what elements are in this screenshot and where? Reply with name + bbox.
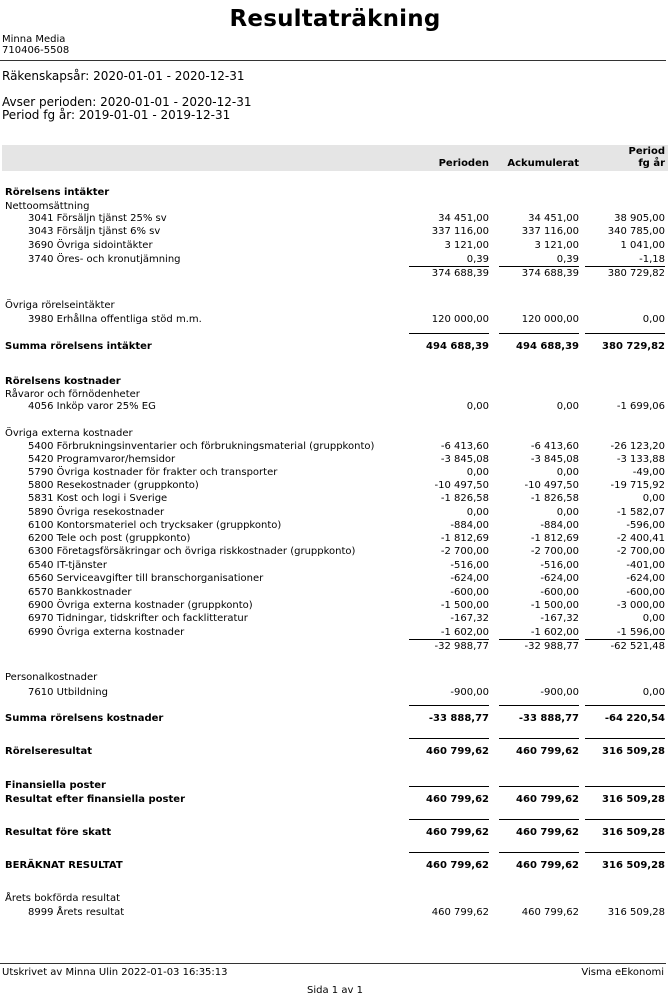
col-prev-period: Period fg år [628, 146, 665, 169]
sum-rule [499, 738, 579, 739]
account-row [0, 466, 670, 479]
total-row [0, 859, 670, 872]
value-perioden: -10 497,50 [434, 480, 489, 491]
account-row [0, 626, 670, 639]
company-info [2, 34, 69, 56]
row-label: 5400 Förbrukningsinventarier och förbrukningsmaterial (gruppkonto) [28, 441, 375, 452]
value-perioden: 374 688,39 [431, 268, 489, 279]
value-prev-period: -596,00 [626, 520, 665, 531]
company-name: Minna Media [2, 34, 66, 45]
total-row [0, 826, 670, 839]
sum-rule [409, 266, 489, 267]
value-ackumulerat: -167,32 [540, 613, 579, 624]
value-ackumulerat: 0,00 [556, 507, 579, 518]
sum-rule [409, 333, 489, 334]
value-perioden: -600,00 [450, 587, 489, 598]
value-ackumulerat: -624,00 [540, 573, 579, 584]
account-row [0, 519, 670, 532]
value-ackumulerat: -900,00 [540, 687, 579, 698]
value-perioden: 0,00 [466, 507, 489, 518]
value-prev-period: -2 400,41 [616, 533, 665, 544]
col-perioden: Perioden [438, 158, 489, 169]
value-prev-period: -62 521,48 [610, 641, 665, 652]
value-ackumulerat: -516,00 [540, 560, 579, 571]
row-label: Personalkostnader [5, 672, 98, 683]
account-row [0, 453, 670, 466]
value-perioden: 460 799,62 [426, 746, 489, 757]
row-label: 3043 Försäljn tjänst 6% sv [28, 226, 161, 237]
account-row [0, 400, 670, 413]
row-label: Övriga externa kostnader [5, 428, 133, 439]
account-row [0, 492, 670, 505]
value-prev-period: 316 509,28 [602, 746, 665, 757]
row-label: 3980 Erhållna offentliga stöd m.m. [28, 314, 202, 325]
row-label: 6990 Övriga externa kostnader [28, 627, 185, 638]
value-perioden: 337 116,00 [431, 226, 489, 237]
value-prev-period: 380 729,82 [607, 268, 665, 279]
report-period: Avser perioden: 2020-01-01 - 2020-12-31 [2, 95, 252, 109]
row-label: 5831 Kost och logi i Sverige [28, 493, 168, 504]
value-perioden: -33 888,77 [428, 713, 489, 724]
sum-rule [585, 333, 665, 334]
value-ackumulerat: 374 688,39 [521, 268, 579, 279]
row-label: 3041 Försäljn tjänst 25% sv [28, 213, 167, 224]
value-ackumulerat: 460 799,62 [521, 907, 579, 918]
value-ackumulerat: -1 602,00 [530, 627, 579, 638]
sum-rule [499, 266, 579, 267]
row-label: 8999 Årets resultat [28, 907, 125, 918]
row-label: Summa rörelsens kostnader [5, 713, 164, 724]
sum-rule [585, 738, 665, 739]
value-ackumulerat: 460 799,62 [516, 827, 579, 838]
sum-rule [499, 852, 579, 853]
value-perioden: 120 000,00 [431, 314, 489, 325]
sum-rule [499, 639, 579, 640]
value-ackumulerat: -884,00 [540, 520, 579, 531]
value-perioden: -1 826,58 [440, 493, 489, 504]
value-perioden: -2 700,00 [440, 546, 489, 557]
sum-rule [585, 819, 665, 820]
value-prev-period: -1 582,07 [616, 507, 665, 518]
value-perioden: -3 845,08 [440, 454, 489, 465]
subtotal-row [0, 640, 670, 653]
section-heading [0, 375, 670, 388]
footer-divider [0, 963, 666, 964]
sum-rule [409, 705, 489, 706]
row-label: 4056 Inköp varor 25% EG [28, 401, 156, 412]
account-row [0, 253, 670, 266]
row-label: 5890 Övriga resekostnader [28, 507, 165, 518]
value-perioden: -1 500,00 [440, 600, 489, 611]
value-perioden: 34 451,00 [438, 213, 489, 224]
account-row [0, 545, 670, 558]
value-ackumulerat: -33 888,77 [518, 713, 579, 724]
value-ackumulerat: 3 121,00 [534, 240, 579, 251]
value-prev-period: -1 699,06 [616, 401, 665, 412]
value-ackumulerat: -10 497,50 [524, 480, 579, 491]
previous-period: Period fg år: 2019-01-01 - 2019-12-31 [2, 108, 231, 122]
page-title: Resultaträkning [229, 6, 441, 32]
company-orgnr: 710406-5508 [2, 45, 70, 56]
account-row [0, 686, 670, 699]
value-ackumulerat: 34 451,00 [528, 213, 579, 224]
value-perioden: -32 988,77 [434, 641, 489, 652]
value-prev-period: -3 000,00 [616, 600, 665, 611]
value-prev-period: 316 509,28 [602, 860, 665, 871]
total-row [0, 340, 670, 353]
value-perioden: -516,00 [450, 560, 489, 571]
row-label: 6200 Tele och post (gruppkonto) [28, 533, 191, 544]
value-prev-period: 0,00 [642, 493, 665, 504]
value-perioden: 460 799,62 [431, 907, 489, 918]
value-prev-period: -64 220,54 [604, 713, 665, 724]
sum-rule [409, 738, 489, 739]
account-row [0, 479, 670, 492]
total-row [0, 712, 670, 725]
value-prev-period: -2 700,00 [616, 546, 665, 557]
value-perioden: 0,00 [466, 401, 489, 412]
row-label: Årets bokförda resultat [5, 893, 121, 904]
account-row [0, 612, 670, 625]
value-prev-period: -3 133,88 [616, 454, 665, 465]
row-label: 6900 Övriga externa kostnader (gruppkonto) [28, 600, 253, 611]
value-prev-period: 1 041,00 [620, 240, 665, 251]
account-row [0, 599, 670, 612]
value-ackumulerat: -32 988,77 [524, 641, 579, 652]
subtotal-row [0, 267, 670, 280]
account-row [0, 506, 670, 519]
value-ackumulerat: 460 799,62 [516, 746, 579, 757]
value-prev-period: -624,00 [626, 573, 665, 584]
value-perioden: 0,00 [466, 467, 489, 478]
value-prev-period: -19 715,92 [610, 480, 665, 491]
account-row [0, 532, 670, 545]
value-perioden: -1 602,00 [440, 627, 489, 638]
value-ackumulerat: -6 413,60 [530, 441, 579, 452]
value-ackumulerat: 460 799,62 [516, 794, 579, 805]
account-row [0, 225, 670, 238]
brand-name: Visma eEkonomi [581, 967, 664, 978]
row-label: Nettoomsättning [5, 201, 90, 212]
account-row [0, 440, 670, 453]
account-row [0, 239, 670, 252]
sum-rule [585, 786, 665, 787]
value-ackumulerat: 0,00 [556, 467, 579, 478]
value-ackumulerat: -1 812,69 [530, 533, 579, 544]
sum-rule [499, 819, 579, 820]
sum-rule [585, 639, 665, 640]
row-label: Råvaror och förnödenheter [5, 389, 140, 400]
value-prev-period: -1,18 [639, 254, 665, 265]
value-perioden: -6 413,60 [440, 441, 489, 452]
value-prev-period: 380 729,82 [602, 341, 665, 352]
row-label: Övriga rörelseintäkter [5, 300, 115, 311]
value-ackumulerat: -2 700,00 [530, 546, 579, 557]
sum-rule [585, 266, 665, 267]
account-row [0, 212, 670, 225]
value-prev-period: 316 509,28 [602, 794, 665, 805]
row-label: Rörelsens kostnader [5, 376, 121, 387]
sum-rule [409, 786, 489, 787]
section-heading [0, 186, 670, 199]
sum-rule [499, 705, 579, 706]
value-ackumulerat: 460 799,62 [516, 860, 579, 871]
value-prev-period: -401,00 [626, 560, 665, 571]
sum-rule [409, 819, 489, 820]
row-label: Rörelsens intäkter [5, 187, 110, 198]
row-label: Summa rörelsens intäkter [5, 341, 152, 352]
row-label: 6100 Kontorsmateriel och trycksaker (gruppkonto) [28, 520, 282, 531]
value-ackumulerat: 494 688,39 [516, 341, 579, 352]
sum-rule [499, 786, 579, 787]
value-ackumulerat: -3 845,08 [530, 454, 579, 465]
value-prev-period: -600,00 [626, 587, 665, 598]
value-perioden: 494 688,39 [426, 341, 489, 352]
value-ackumulerat: -1 500,00 [530, 600, 579, 611]
account-row [0, 559, 670, 572]
row-label: Resultat före skatt [5, 827, 112, 838]
header-divider [0, 60, 666, 61]
value-perioden: -1 812,69 [440, 533, 489, 544]
value-prev-period: 0,00 [642, 613, 665, 624]
row-label: 6570 Bankkostnader [28, 587, 132, 598]
value-perioden: 0,39 [466, 254, 489, 265]
value-prev-period: 0,00 [642, 314, 665, 325]
sum-rule [585, 852, 665, 853]
sum-rule [585, 705, 665, 706]
account-row [0, 586, 670, 599]
value-perioden: -900,00 [450, 687, 489, 698]
group-heading [0, 892, 670, 905]
column-header [2, 145, 668, 171]
row-label: 6300 Företagsförsäkringar och övriga riskkostnader (gruppkonto) [28, 546, 356, 557]
value-prev-period: 0,00 [642, 687, 665, 698]
group-heading [0, 671, 670, 684]
value-prev-period: -1 596,00 [616, 627, 665, 638]
row-label: 3740 Öres- och kronutjämning [28, 254, 181, 265]
value-perioden: 460 799,62 [426, 860, 489, 871]
account-row [0, 313, 670, 326]
row-label: Resultat efter finansiella poster [5, 794, 185, 805]
fiscal-year: Räkenskapsår: 2020-01-01 - 2020-12-31 [2, 69, 245, 83]
value-ackumulerat: -1 826,58 [530, 493, 579, 504]
value-perioden: -167,32 [450, 613, 489, 624]
value-perioden: 460 799,62 [426, 794, 489, 805]
row-label: BERÄKNAT RESULTAT [5, 860, 123, 871]
group-heading [0, 427, 670, 440]
account-row [0, 906, 670, 919]
row-label: 6970 Tidningar, tidskrifter och facklitteratur [28, 613, 248, 624]
value-prev-period: 38 905,00 [614, 213, 665, 224]
row-label: 5420 Programvaror/hemsidor [28, 454, 176, 465]
value-perioden: -624,00 [450, 573, 489, 584]
value-prev-period: -26 123,20 [610, 441, 665, 452]
row-label: 5800 Resekostnader (gruppkonto) [28, 480, 199, 491]
value-ackumulerat: 337 116,00 [521, 226, 579, 237]
page-number: Sida 1 av 1 [307, 985, 363, 996]
row-label: 7610 Utbildning [28, 687, 108, 698]
col-ackumulerat: Ackumulerat [507, 158, 579, 169]
value-prev-period: 316 509,28 [607, 907, 665, 918]
total-row [0, 793, 670, 806]
printed-by: Utskrivet av Minna Ulin 2022-01-03 16:35:13 [2, 967, 228, 978]
row-label: 5790 Övriga kostnader för frakter och transporter [28, 467, 278, 478]
account-row [0, 572, 670, 585]
value-prev-period: 340 785,00 [607, 226, 665, 237]
row-label: 6560 Serviceavgifter till branschorganisationer [28, 573, 264, 584]
row-label: Finansiella poster [5, 780, 106, 791]
value-prev-period: 316 509,28 [602, 827, 665, 838]
value-perioden: 3 121,00 [444, 240, 489, 251]
sum-rule [499, 333, 579, 334]
row-label: 6540 IT-tjänster [28, 560, 107, 571]
total-row [0, 745, 670, 758]
value-ackumulerat: 120 000,00 [521, 314, 579, 325]
value-perioden: -884,00 [450, 520, 489, 531]
sum-rule [409, 639, 489, 640]
value-perioden: 460 799,62 [426, 827, 489, 838]
value-ackumulerat: 0,39 [556, 254, 579, 265]
row-label: Rörelseresultat [5, 746, 92, 757]
value-ackumulerat: -600,00 [540, 587, 579, 598]
value-ackumulerat: 0,00 [556, 401, 579, 412]
row-label: 3690 Övriga sidointäkter [28, 240, 153, 251]
group-heading [0, 299, 670, 312]
value-prev-period: -49,00 [632, 467, 665, 478]
sum-rule [409, 852, 489, 853]
